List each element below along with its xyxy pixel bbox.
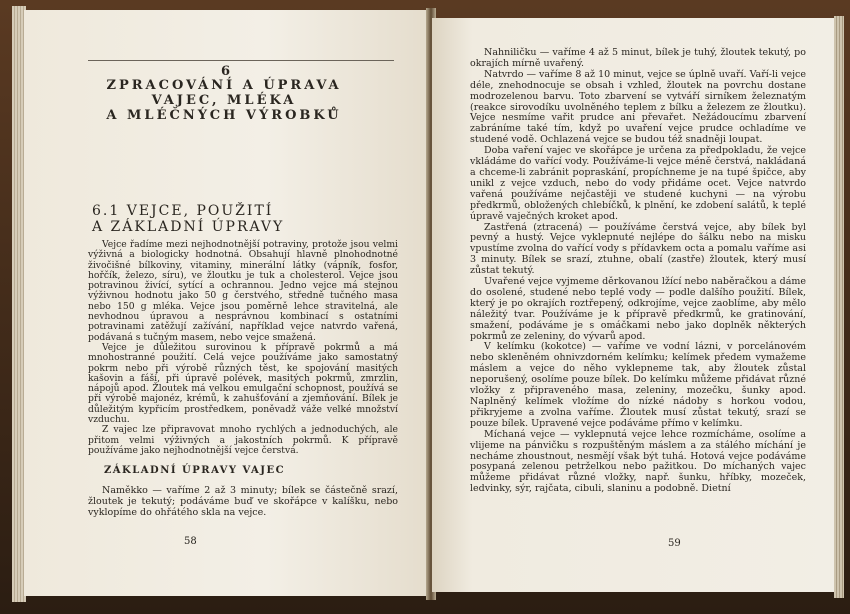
paragraph: Natvrdo — vaříme 8 až 10 minut, vejce se úplně uvaří. Vaří-li vejce déle, znehodnocuje se obsah i vzhled, žloutek na povrchu dostane modrozelenou barvu. Toto zbarvení se vytváří sirníkem železnatým (reakce sirovodíku uvolněného teplem z bílku a železem ze žloutku). Vejce nesmíme vařit prudce ani převařet. Nežádoucímu zbarvení zabráníme také tím, když po uvaření vejce prudce ochladíme ve studené vodě. Ochlazená vejce se budou též snadněji loupat.	[470, 68, 806, 146]
paragraph: Naměkko — vaříme 2 až 3 minuty; bílek se částečně srazí, žloutek je tekutý; podáváme buď ve skořápce v kalíšku, nebo vyklopíme do ohřátého skla na vejce.	[88, 485, 398, 518]
chapter-rule	[88, 60, 394, 61]
page-number-right: 59	[668, 538, 681, 549]
section-title: 6.1 VEJCE, POUŽITÍ A ZÁKLADNÍ ÚPRAVY	[92, 203, 285, 235]
page-edges-right	[834, 16, 844, 598]
paragraph: Vejce řadíme mezi nejhodnotnější potraviny, protože jsou velmi výživná a biologicky hodnotná. Obsahují hlavně plnohodnotné živočišné bílkoviny, vitaminy, minerální látky (vápník, fosfor, hořčík, železo, síru), ve žloutku je tuk a cholesterol. Vejce jsou potravinou živící, sytící a ochrannou. Jedno vejce má stejnou výživnou hodnotu jako 50 g čerstvého, středně tučného masa nebo 150 g mléka. Vejce jsou poměrně lehce stravitelná, ale nevhodnou úpravou a nesprávnou kombinací s ostatními potravinami zatěžují zažívání, například vejce natvrdo vařená, podávaná s tučným masem, nebo vejce smažená.	[88, 239, 398, 343]
paragraph: Z vajec lze připravovat mnoho rychlých a jednoduchých, ale přitom velmi výživných a jakostních pokrmů. K přípravě používáme jako nejhodnotnější vejce čerstvá.	[88, 424, 398, 456]
right-body	[470, 48, 806, 495]
subheading: ZÁKLADNÍ ÚPRAVY VAJEC	[104, 465, 286, 476]
chapter-number: 6	[220, 64, 232, 79]
paragraph: V kelímku (kokotce) — vaříme ve vodní lázni, v porcelánovém nebo skleněném ohnivzdorném kelímku; kelímek předem vymažeme máslem a vejce do něho vyklepneme tak, aby žloutek zůstal neporušený, osolíme pouze bílek. Do kelímku můžeme přidávat různé vložky z připraveného masa, zeleniny, mozečku, šunky apod. Naplněný kelímek vložíme do nízké nádoby s horkou vodou, přikryjeme a zvolna vaříme. Žloutek musí zůstat tekutý, srazí se pouze bílek. Upravené vejce podáváme přímo v kelímku.	[470, 341, 806, 429]
paragraph: Vejce je důležitou surovinou k přípravě pokrmů a má mnohostranné použití. Celá vejce používáme jako samostatný pokrm nebo při výrobě různých těst, ke spojování masitých kašovin a fáší, při úpravě polévek, masitých pokrmů, zmrzlin, nápojů apod. Žloutek má velkou emulgační schopnost, používá se při výrobě majonéz, krémů, k zahušťování a zjemňování. Bílek je důležitým kypřicím prostředkem, poněvadž váže velké množství vzduchu.	[88, 341, 398, 426]
left-body	[88, 240, 398, 456]
left-page	[24, 10, 428, 596]
paragraph: Uvařené vejce vyjmeme děrkovanou lžící nebo naběračkou a dáme do osolené, studené nebo teplé vody — podle dalšího použití. Bílek, který je po okrajích roztřepený, odkrojíme, vejce zaoblíme, aby mělo náležitý tvar. Používáme je k přípravě předkrmů, ke gratinování, smažení, podáváme je s omáčkami nebo jako doplněk některých pokrmů ze zeleniny, do vývarů apod.	[470, 276, 806, 342]
chapter-title: ZPRACOVÁNÍ A ÚPRAVA VAJEC, MLÉKA A MLÉČNÝCH VÝROBKŮ	[106, 78, 342, 123]
right-page	[432, 18, 836, 592]
paragraph: Doba vaření vajec ve skořápce je určena za předpokladu, že vejce vkládáme do vařící vody. Používáme-li vejce méně čerstvá, nakládaná a chceme-li zabránit popraskání, propíchneme je na tupé špičce, aby unikl z vejce vzduch, nebo do vody přidáme ocet. Vejce natvrdo vařená používáme nejčastěji ve studené kuchyni — na výrobu předkrmů, obložených chlebíčků, k plnění, ke zdobení salátů, k teplé úpravě vaječných kroket apod.	[470, 145, 806, 222]
page-number-left: 58	[184, 536, 197, 547]
left-namekko	[88, 486, 398, 519]
paragraph: Zastřená (ztracená) — používáme čerstvá vejce, aby bílek byl pevný a hustý. Vejce vyklepnuté nejlépe do šálku nebo na misku vpustíme zvolna do vařící vody s přídavkem octa a pomalu vaříme asi 3 minuty. Bílek se srazí, ztuhne, obalí (zastře) žloutek, který musí zůstat tekutý.	[470, 221, 806, 277]
paragraph: Míchaná vejce — vyklepnutá vejce lehce rozmícháme, osolíme a vlijeme na pánvičku s rozpuštěným máslem a za stálého míchání je necháme zhoustnout, nesmějí však být tuhá. Hotová vejce podáváme posypaná zelenou petrželkou nebo pažitkou. Do míchaných vajec můžeme přidávat různé vložky, např. šunku, hříbky, mozeček, ledvinky, sýr, rajčata, cibuli, slaninu a podobně. Dietní	[470, 428, 806, 495]
paragraph: Nahniličku — vaříme 4 až 5 minut, bílek je tuhý, žloutek tekutý, po okrajích mírně uvařený.	[470, 47, 806, 69]
